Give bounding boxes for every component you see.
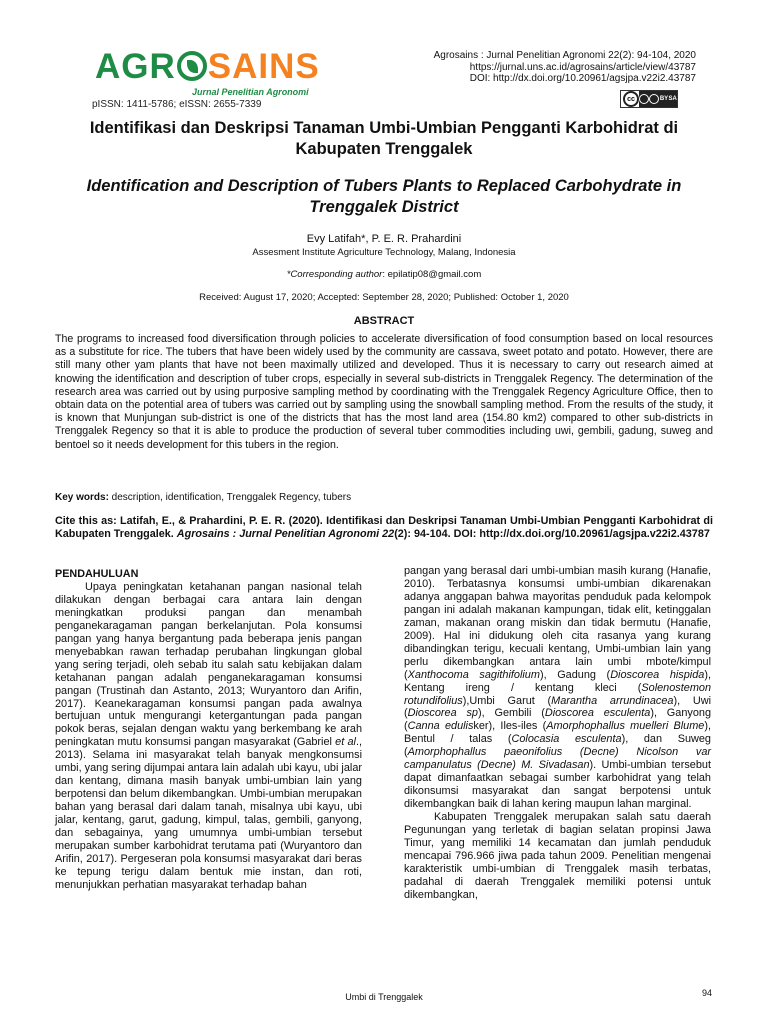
running-title: Umbi di Trenggalek: [345, 992, 423, 1002]
creative-commons-icon: cc: [623, 91, 639, 107]
intro-paragraph-2: Kabupaten Trenggalek merupakan salah satu daerah Pegunungan yang terletak di bagian selatan propinsi Jawa Timur, yang memiliki 14 kecamatan dan jumlah penduduk mencapai 796.966 jiwa pada tahun 2009. Penelitian mengenai karakteristik umbi-umbian di Trenggalek masih terbatas, padahal di daerah Trenggalek memiliki potensi untuk dikembangkan,: [404, 811, 711, 901]
article-title-english: Identification and Description of Tubers Plants to Replaced Carbohydrate in Trenggalek District: [86, 177, 682, 216]
abstract-heading: ABSTRACT: [353, 315, 415, 327]
species-name: Amorphophallus paeonifolius (Decne) Nicolson var campanulatus (Decne) M. Sivadasan: [404, 746, 711, 772]
logo-text-sains: SAINS: [207, 47, 320, 86]
rc-text-2: ), Gadung (: [539, 668, 611, 681]
species-name: Colocasia esculenta: [511, 733, 622, 746]
species-name: Dioscorea sp: [407, 707, 478, 720]
attribution-icon: [639, 94, 649, 104]
rc-text-7: ), Ganyong (: [404, 707, 712, 733]
species-name: Xanthocoma sagithifolium: [407, 668, 540, 681]
keywords: [55, 492, 713, 503]
rc-text-6: ), Gembili (: [478, 707, 545, 720]
rc-text-3: ), Kentang ireng / kentang kleci (: [404, 668, 711, 694]
journal-doi-link[interactable]: DOI: http://dx.doi.org/10.20961/agsjpa.v22i2.43787: [469, 73, 696, 84]
citation: [55, 515, 713, 541]
intro-text-a: Upaya peningkatan ketahanan pangan nasional telah dilakukan dengan berbagai cara antara lain dengan meningkatkan produksi pangan dan menambah penganekaragaman pangan berkelanjutan. Pola konsumsi pangan yang hanya bergantung pada beberapa jenis pangan menyebabkan rawan terhadap perubahan lingkungan global yang sering terjadi, oleh sebab itu salah satu kebijakan dalam ketahanan pangan adalah penganekaragaman konsumsi pangan (Trustinah dan Astanto, 2013; Wuryantoro dan Arifin, 2017). Keanekaragaman konsumsi pangan pada awalnya bertujuan untuk mengurangi ketergantungan pada pangan pokok beras, sejalan dengan waktu yang berkembang ke arah peningkatan mutu konsumsi pangan masyarakat (Gabriel: [55, 580, 362, 749]
rc-text-9: ), dan Suweg (: [404, 733, 711, 759]
publication-dates: Received: August 17, 2020; Accepted: September 28, 2020; Published: October 1, 2020: [199, 292, 569, 303]
right-column: [404, 565, 711, 902]
corresponding-label: *Corresponding author: [286, 269, 383, 280]
species-name: Dioscorea hispida: [610, 668, 705, 681]
page-header: [0, 0, 768, 110]
species-name: Canna edulis: [407, 720, 474, 733]
species-name: Marantha arrundinacea: [551, 694, 674, 707]
corresponding-email[interactable]: : epilatip08@gmail.com: [382, 269, 482, 280]
page-number: 94: [702, 988, 713, 998]
journal-meta: [434, 50, 696, 85]
intro-paragraph-continued: [404, 565, 711, 811]
journal-logo: [95, 49, 320, 84]
rc-text-7b: ker), Iles-iles (: [473, 720, 547, 733]
cc-license-badge[interactable]: [620, 90, 678, 108]
intro-paragraph-1: [55, 581, 362, 892]
left-column: [55, 568, 362, 892]
citation-journal: Agrosains : Jurnal Penelitian Agronomi 22: [176, 528, 395, 541]
license-by-label: BY: [659, 96, 669, 102]
citation-suffix[interactable]: (2): 94-104. DOI: http://dx.doi.org/10.20961/agsjpa.v22i2.43787: [394, 528, 710, 541]
species-name: Solenostemon rotundifolius: [404, 681, 711, 707]
rc-text-8: ), Bentul / talas (: [404, 720, 712, 746]
citation-prefix: Cite this as: Latifah, E., & Prahardini, P. E. R. (2020). Identifikasi dan Deskripsi Tanaman Umbi-Umbian Pengganti Karbohidrat di Kabupaten Trenggalek.: [55, 515, 713, 541]
keywords-label: Key words:: [55, 492, 109, 503]
article-title-indonesian: Identifikasi dan Deskripsi Tanaman Umbi-Umbian Pengganti Karbohidrat di Kabupaten Trenggalek: [89, 119, 679, 158]
leaf-icon: [177, 51, 207, 81]
rc-text-10: ). Umbi-umbian tersebut dapat dimanfaatkan sebagai sumber karbohidrat yang telah dikonsumsi masyarakat dan sangat berpotensi untuk dikembangkan baik di lahan kering maupun lahan marginal.: [404, 759, 711, 811]
authors: Evy Latifah*, P. E. R. Prahardini: [306, 233, 462, 245]
intro-etal: et al: [335, 736, 356, 749]
species-name: Amorphophallus muelleri Blume: [546, 720, 705, 733]
license-sa-label: SA: [668, 96, 677, 102]
keywords-value: description, identification, Trenggalek Regency, tubers: [108, 492, 352, 503]
intro-text-b: ., 2013). Selama ini masyarakat telah banyak mengkonsumsi umbi, yang sering dijumpai antara lain adalah ubi kayu, ubi jalar dan kentang, dimana masih banyak umbi-umbian lain yang berpotensi dan belum dikembangkan. Umbi-umbian merupakan bahan yang berasal dari dalam tanah, misalnya ubi kayu, ubi jalar, kentang, garut, gadung, kimpul, talas, gembili, ganyong, dan sebagainya, yang umumnya umbi-umbian tersebut merupakan sumber karbohidrat terutama pati (Wuryantoro dan Arifin, 2017). Pergeseran pola konsumsi masyarakat dari beras ke tepung terigu dalam bentuk mie instan, dan roti, menunjukkan perhatian masyarakat terhadap bahan: [55, 736, 362, 891]
share-alike-icon: [649, 94, 659, 104]
abstract-text: The programs to increased food diversification through policies to accelerate diversification of food consumption based on local resources as a substitute for rice. The tubers that have been widely used by the community are cassava, sweet potato and potato. However, there are still many other yam plants that have not been maximally utilized and developed. Thus it is necessary to carry out research aimed at knowing the identification and description of tuber crops, especially in several sub-districts in Trenggalek Regency. The determination of the research area was carried out by using purposive sampling method by coordinating with the Trenggalek Regency Agriculture Office, then to obtain data on the potential area of tubers was carried out by sampling using the snowball sampling method. From the results of the study, it is known that Munjungan sub-district is one of the districts that has the most land area (154.80 km2) compared to other sub-districts in Trenggalek Regency so that it is able to produce the production of several tuber commodities including uwi, gembili, gadung, suweg and bentoel so it needs development for this tubers in the region.: [55, 333, 713, 451]
logo-text-agro: AGR: [95, 47, 176, 86]
logo-subtitle: Jurnal Penelitian Agronomi: [192, 87, 309, 97]
rc-text-5: ), Uwi (: [404, 694, 712, 720]
section-title-pendahuluan: PENDAHULUAN: [55, 568, 139, 580]
rc-text-1: pangan yang berasal dari umbi-umbian masih kurang (Hanafie, 2010). Terbatasnya konsumsi umbi-umbian dikarenakan adanya anggapan bahwa mayoritas penduduk pada kelompok pangan ini adalah makanan kampungan, tidak elit, ketinggalan zaman, makanan orang miskin dan tidak bermutu (Hanafie, 2009). Hal ini didukung oleh cita rasanya yang kurang dibandingkan terigu, kecuali kentang, Umbi-umbian lain yang perlu dikembangkan antara lain umbi mbote/kimpul (: [404, 565, 711, 681]
species-name: Dioscorea esculenta: [544, 707, 651, 720]
issn-line: pISSN: 1411-5786; eISSN: 2655-7339: [92, 99, 262, 110]
corresponding-author: [0, 269, 768, 280]
rc-text-4: ),Umbi Garut (: [462, 694, 552, 707]
affiliation: Assesment Institute Agriculture Technology, Malang, Indonesia: [252, 247, 516, 258]
journal-citation-line: Agrosains : Jurnal Penelitian Agronomi 22(2): 94-104, 2020: [433, 50, 696, 61]
journal-url-link[interactable]: https://jurnal.uns.ac.id/agrosains/article/view/43787: [469, 61, 696, 73]
